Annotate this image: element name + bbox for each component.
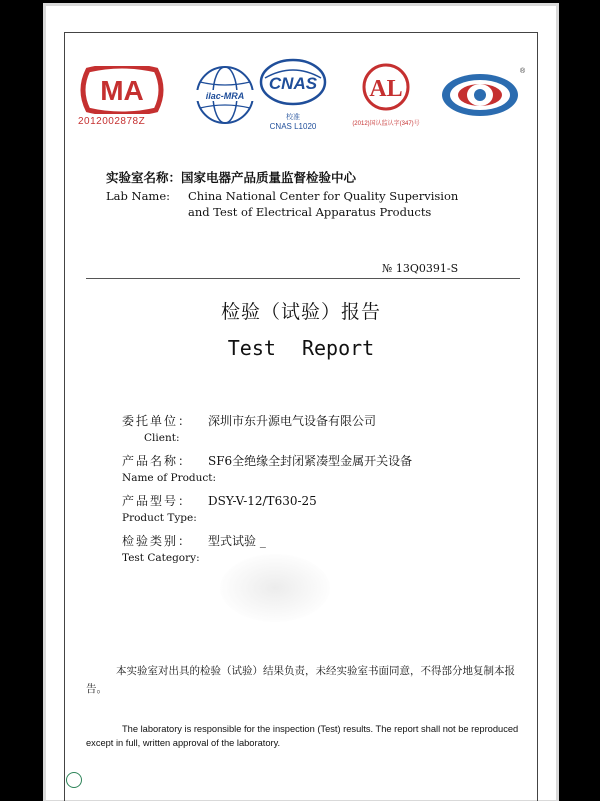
cal-mark-icon bbox=[356, 62, 416, 112]
cnas-code: CNAS L1020 bbox=[269, 122, 317, 131]
ccc-logo bbox=[440, 72, 520, 122]
field-label-cn: 产品名称： bbox=[122, 454, 193, 468]
field-value: 型式试验 _ bbox=[208, 534, 266, 548]
field-label-en: Test Category: bbox=[122, 552, 200, 564]
header-divider bbox=[86, 278, 520, 279]
report-fields bbox=[122, 412, 532, 572]
disclaimer-en: The laboratory is responsible for the inspection (Test) results. The report shall not be reproduced except in full, written approval of the laboratory. bbox=[86, 724, 519, 748]
field-label-cn: 检验类别： bbox=[122, 534, 193, 548]
cma-mark-icon bbox=[78, 66, 166, 114]
field-test-category bbox=[122, 532, 532, 564]
cnas-logo bbox=[258, 58, 328, 131]
report-cover-page bbox=[46, 6, 556, 800]
report-title-en: Test Report bbox=[227, 336, 375, 360]
field-label-en: Client: bbox=[144, 432, 180, 444]
field-product-type bbox=[122, 492, 532, 524]
field-value: SF6全绝缘全封闭紧凑型金属开关设备 bbox=[208, 454, 413, 468]
faded-stamp-icon bbox=[220, 554, 330, 622]
corner-mark-icon bbox=[66, 772, 82, 788]
field-client bbox=[122, 412, 532, 444]
lab-name-en-line2: and Test of Electrical Apparatus Products bbox=[188, 205, 432, 219]
cma-text: MA bbox=[100, 75, 144, 106]
lab-name-en-line1: China National Center for Quality Supervision bbox=[188, 189, 459, 203]
report-number: № 13Q0391-S bbox=[382, 262, 459, 275]
cnas-text: CNAS bbox=[268, 74, 318, 93]
field-label-cn: 委托单位： bbox=[122, 414, 193, 428]
cma-logo bbox=[78, 66, 170, 127]
ilac-text: ilac-MRA bbox=[205, 91, 245, 101]
cnas-mark-icon bbox=[259, 58, 327, 108]
field-label-en: Name of Product: bbox=[122, 472, 217, 484]
cal-text: AL bbox=[369, 76, 403, 102]
cnas-sub: 校准 bbox=[286, 114, 300, 121]
accreditation-logos bbox=[68, 58, 534, 148]
registered-mark-icon: ® bbox=[520, 68, 526, 75]
field-value: 深圳市东升源电气设备有限公司 bbox=[208, 414, 377, 428]
cma-code: 2012002878Z bbox=[78, 116, 146, 127]
ilac-globe-icon bbox=[194, 64, 256, 126]
field-label-en: Product Type: bbox=[122, 512, 197, 524]
field-product-name bbox=[122, 452, 532, 484]
lab-name-cn: 实验室名称：国家电器产品质量监督检验中心 bbox=[106, 170, 357, 185]
lab-name-label-en: Lab Name: bbox=[106, 189, 171, 203]
cal-code: (2012)国认监认字(347)号 bbox=[352, 121, 420, 127]
lab-info bbox=[106, 168, 526, 219]
ilac-mra-logo bbox=[194, 64, 256, 130]
ccc-mark-icon bbox=[440, 72, 520, 118]
field-value: DSY-V-12/T630-25 bbox=[208, 494, 317, 508]
report-title-cn: 检验（试验）报告 bbox=[220, 301, 381, 323]
cal-logo bbox=[346, 62, 426, 127]
disclaimer-cn: 本实验室对出具的检验（试验）结果负责，未经实验室书面同意，不得部分地复制本报告。 bbox=[86, 665, 515, 695]
field-label-cn: 产品型号： bbox=[122, 494, 193, 508]
